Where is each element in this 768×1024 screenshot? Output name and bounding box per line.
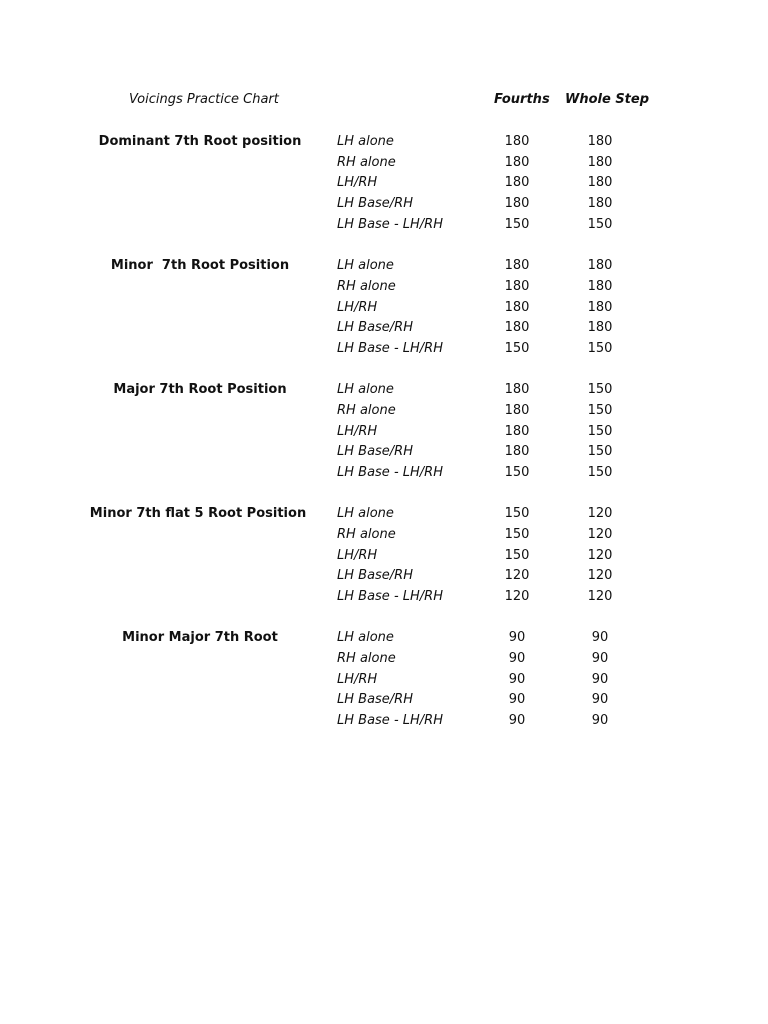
whole-step-value: 120	[587, 548, 613, 563]
table-row	[0, 504, 768, 524]
whole-step-value: 180	[587, 279, 613, 294]
table-row	[0, 153, 768, 173]
whole-step-value: 150	[587, 424, 613, 439]
whole-step-value: 90	[591, 630, 609, 645]
fourths-value: 90	[508, 651, 526, 666]
whole-step-value: 90	[591, 692, 609, 707]
hand-label: LH/RH	[337, 548, 378, 563]
table-row	[0, 401, 768, 421]
whole-step-value: 180	[587, 320, 613, 335]
table-row	[0, 546, 768, 566]
fourths-value: 90	[508, 672, 526, 687]
hand-label: RH alone	[337, 527, 396, 542]
whole-step-value: 180	[587, 196, 613, 211]
whole-step-value: 180	[587, 134, 613, 149]
hand-label: LH Base - LH/RH	[337, 217, 443, 232]
whole-step-value: 180	[587, 258, 613, 273]
table-row	[0, 132, 768, 152]
whole-step-value: 120	[587, 506, 613, 521]
table-row	[0, 670, 768, 690]
whole-step-value: 90	[591, 651, 609, 666]
fourths-value: 180	[504, 134, 530, 149]
table-row	[0, 525, 768, 545]
group-label: Major 7th Root Position	[113, 382, 287, 397]
table-row	[0, 380, 768, 400]
whole-step-value: 150	[587, 382, 613, 397]
whole-step-value: 180	[587, 300, 613, 315]
table-row	[0, 649, 768, 669]
hand-label: LH/RH	[337, 424, 378, 439]
table-row	[0, 194, 768, 214]
fourths-value: 180	[504, 320, 530, 335]
header-row	[0, 90, 768, 110]
fourths-value: 180	[504, 175, 530, 190]
hand-label: LH alone	[337, 134, 394, 149]
hand-label: LH Base - LH/RH	[337, 713, 443, 728]
fourths-value: 180	[504, 196, 530, 211]
fourths-value: 150	[504, 506, 530, 521]
table-row	[0, 690, 768, 710]
hand-label: LH Base/RH	[337, 444, 413, 459]
group-label: Dominant 7th Root position	[98, 134, 302, 149]
hand-label: LH Base - LH/RH	[337, 589, 443, 604]
hand-label: LH alone	[337, 382, 394, 397]
whole-step-value: 120	[587, 568, 613, 583]
fourths-value: 90	[508, 713, 526, 728]
hand-label: LH Base/RH	[337, 568, 413, 583]
table-row	[0, 215, 768, 235]
table-row	[0, 628, 768, 648]
table-row	[0, 339, 768, 359]
whole-step-value: 150	[587, 403, 613, 418]
whole-step-value: 150	[587, 444, 613, 459]
fourths-value: 90	[508, 630, 526, 645]
hand-label: LH/RH	[337, 300, 378, 315]
table-row	[0, 298, 768, 318]
whole-step-value: 120	[587, 527, 613, 542]
fourths-value: 180	[504, 382, 530, 397]
table-row	[0, 463, 768, 483]
fourths-value: 180	[504, 279, 530, 294]
fourths-value: 150	[504, 548, 530, 563]
hand-label: LH Base - LH/RH	[337, 341, 443, 356]
hand-label: LH alone	[337, 506, 394, 521]
fourths-value: 120	[504, 568, 530, 583]
whole-step-value: 150	[587, 217, 613, 232]
whole-step-value: 120	[587, 589, 613, 604]
fourths-value: 150	[504, 341, 530, 356]
hand-label: RH alone	[337, 403, 396, 418]
hand-label: RH alone	[337, 279, 396, 294]
whole-step-value: 150	[587, 465, 613, 480]
table-row	[0, 587, 768, 607]
whole-step-value: 90	[591, 672, 609, 687]
group-label: Minor Major 7th Root	[122, 630, 278, 645]
column-header-fourths: Fourths	[494, 92, 550, 107]
table-row	[0, 318, 768, 338]
fourths-value: 180	[504, 300, 530, 315]
fourths-value: 180	[504, 444, 530, 459]
hand-label: LH Base/RH	[337, 196, 413, 211]
hand-label: RH alone	[337, 155, 396, 170]
hand-label: RH alone	[337, 651, 396, 666]
group-label: Minor 7th flat 5 Root Position	[89, 506, 307, 521]
hand-label: LH/RH	[337, 175, 378, 190]
fourths-value: 180	[504, 155, 530, 170]
group-label: Minor 7th Root Position	[110, 258, 290, 273]
fourths-value: 150	[504, 217, 530, 232]
fourths-value: 180	[504, 403, 530, 418]
table-row	[0, 256, 768, 276]
fourths-value: 180	[504, 424, 530, 439]
fourths-value: 180	[504, 258, 530, 273]
hand-label: LH Base - LH/RH	[337, 465, 443, 480]
table-row	[0, 277, 768, 297]
hand-label: LH Base/RH	[337, 692, 413, 707]
whole-step-value: 180	[587, 155, 613, 170]
whole-step-value: 90	[591, 713, 609, 728]
hand-label: LH Base/RH	[337, 320, 413, 335]
column-header-whole-step: Whole Step	[565, 92, 650, 107]
table-row	[0, 711, 768, 731]
hand-label: LH alone	[337, 258, 394, 273]
fourths-value: 150	[504, 465, 530, 480]
fourths-value: 120	[504, 589, 530, 604]
table-row	[0, 442, 768, 462]
table-row	[0, 173, 768, 193]
table-row	[0, 566, 768, 586]
chart-title: Voicings Practice Chart	[129, 92, 279, 107]
hand-label: LH alone	[337, 630, 394, 645]
fourths-value: 90	[508, 692, 526, 707]
table-row	[0, 422, 768, 442]
fourths-value: 150	[504, 527, 530, 542]
whole-step-value: 150	[587, 341, 613, 356]
whole-step-value: 180	[587, 175, 613, 190]
hand-label: LH/RH	[337, 672, 378, 687]
